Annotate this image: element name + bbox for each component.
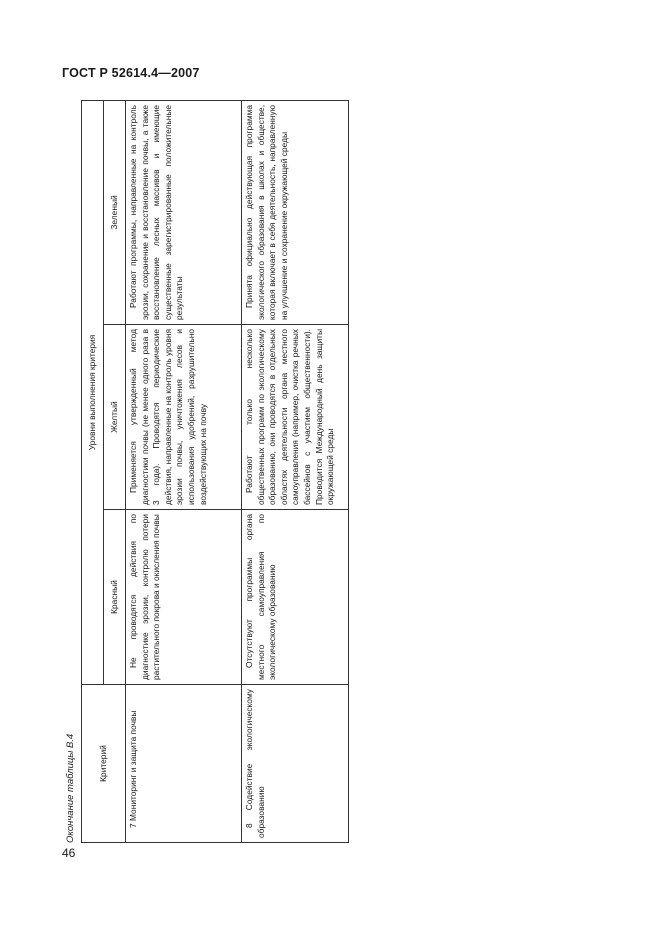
header-green: Зеленый (104, 100, 126, 324)
red-cell: Не проводятся действия по диагностике эрозии, контролю потери растительного покрова и окисления почвы (126, 510, 242, 685)
header-criterion: Критерий (82, 685, 126, 843)
red-cell: Отсутствуют программы органа местного самоуправления по экологическому образованию (242, 510, 349, 685)
table-row (126, 100, 242, 842)
green-cell: Работают программы, направленные на контроль эрозии, сохранение и восстановление почвы, а также восстановление лесных массивов и имеющие существенные зарегистрированные положительные результаты (126, 100, 242, 324)
green-cell: Принята официально действующая программа экологического образования в школах и обществе, которая включает в себя деятельность, направленную на улучшение и сохранение окружающей среды (242, 100, 349, 324)
header-yellow: Желтый (104, 325, 126, 510)
criteria-table (81, 100, 349, 843)
header-levels: Уровни выполнения критерия (82, 100, 104, 684)
document-header: ГОСТ Р 52614.4—2007 (62, 66, 200, 80)
criterion-cell: 8 Содействие экологическому образованию (242, 685, 349, 843)
header-red: Красный (104, 510, 126, 685)
table-caption: Окончание таблицы В.4 (65, 733, 76, 843)
criterion-cell: 7 Мониторинг и защита почвы (126, 685, 242, 843)
rotated-table-block (62, 101, 349, 843)
table-row (242, 100, 349, 842)
yellow-cell: Работают только несколько общественных программ по экологическому образованию, они проводятся в отдельных областях деятельности органа местного самоуправления (например, очистка речных бассейнов с участием общественности). Проводится Международный день защиты окружающей среды (242, 325, 349, 510)
yellow-cell: Применяется утвержденный метод диагностики почвы (не менее одного раза в 3 года). Проводятся периодические действия, направленные на контроль уровня эрозии почвы, уничтожения лесов и использования удобрений, разрушительно воздействующих на почву (126, 325, 242, 510)
page-number: 46 (62, 846, 76, 860)
